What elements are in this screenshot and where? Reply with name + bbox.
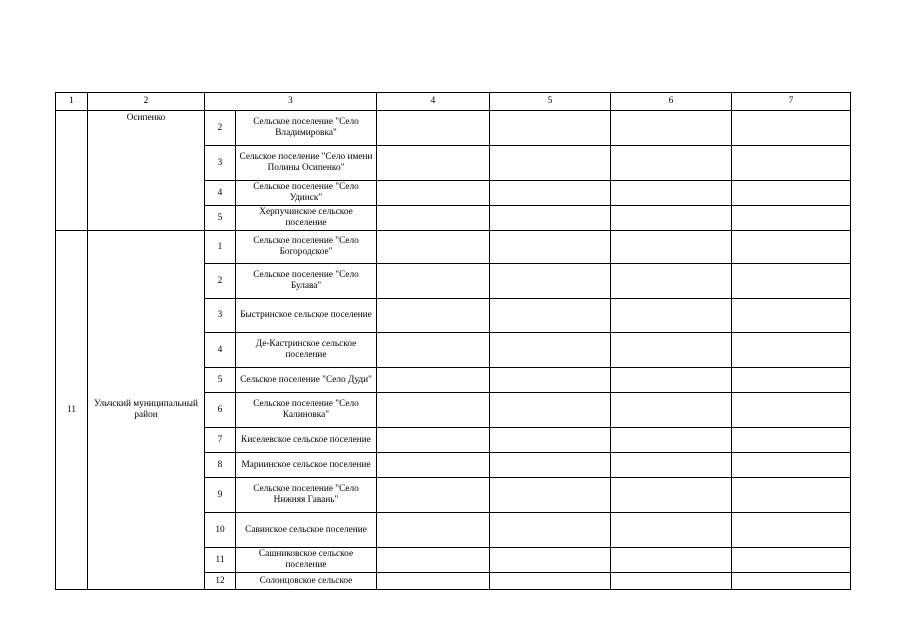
settlement-name-cell: Сашниковское сельское поселение: [236, 548, 377, 573]
table-row: [56, 111, 851, 146]
empty-cell-col-6: [611, 333, 732, 368]
row-number-cell: 3: [205, 146, 236, 181]
row-number-cell: 4: [205, 333, 236, 368]
row-number-cell: 6: [205, 393, 236, 428]
settlement-name-cell: Херпучинское сельское поселение: [236, 206, 377, 231]
empty-cell-col-6: [611, 393, 732, 428]
empty-cell-col-4: [377, 231, 490, 264]
empty-cell-col-4: [377, 478, 490, 513]
empty-cell-col-5: [490, 146, 611, 181]
empty-cell-col-7: [732, 333, 851, 368]
settlement-name-cell: Сельское поселение "Село Калиновка": [236, 393, 377, 428]
empty-cell-col-7: [732, 146, 851, 181]
empty-cell-col-6: [611, 548, 732, 573]
empty-cell-col-5: [490, 206, 611, 231]
empty-cell-col-5: [490, 333, 611, 368]
empty-cell-col-4: [377, 146, 490, 181]
empty-cell-col-4: [377, 573, 490, 590]
group-name-cell: Ульчский муниципальный район: [88, 231, 205, 590]
row-number-cell: 4: [205, 181, 236, 206]
settlement-name-cell: Быстринское сельское поселение: [236, 299, 377, 333]
empty-cell-col-6: [611, 453, 732, 478]
header-col-7: 7: [732, 93, 851, 111]
empty-cell-col-7: [732, 548, 851, 573]
settlement-name-cell: Сельское поселение "Село Владимировка": [236, 111, 377, 146]
row-number-cell: 2: [205, 264, 236, 299]
empty-cell-col-6: [611, 231, 732, 264]
empty-cell-col-4: [377, 264, 490, 299]
empty-cell-col-7: [732, 513, 851, 548]
row-number-cell: 11: [205, 548, 236, 573]
header-row: [56, 93, 851, 111]
empty-cell-col-7: [732, 299, 851, 333]
empty-cell-col-7: [732, 393, 851, 428]
empty-cell-col-5: [490, 428, 611, 453]
row-number-cell: 2: [205, 111, 236, 146]
settlement-name-cell: Солонцовское сельское: [236, 573, 377, 590]
empty-cell-col-7: [732, 453, 851, 478]
empty-cell-col-5: [490, 573, 611, 590]
header-col-6: 6: [611, 93, 732, 111]
empty-cell-col-7: [732, 368, 851, 393]
settlement-name-cell: Киселевское сельское поселение: [236, 428, 377, 453]
empty-cell-col-7: [732, 231, 851, 264]
empty-cell-col-4: [377, 299, 490, 333]
empty-cell-col-5: [490, 368, 611, 393]
empty-cell-col-4: [377, 206, 490, 231]
group-index-cell: [56, 111, 88, 231]
empty-cell-col-4: [377, 393, 490, 428]
row-number-cell: 8: [205, 453, 236, 478]
empty-cell-col-7: [732, 206, 851, 231]
data-table: [55, 92, 851, 590]
empty-cell-col-5: [490, 181, 611, 206]
empty-cell-col-4: [377, 513, 490, 548]
row-number-cell: 7: [205, 428, 236, 453]
empty-cell-col-6: [611, 368, 732, 393]
settlement-name-cell: Сельское поселение "Село Булава": [236, 264, 377, 299]
empty-cell-col-7: [732, 181, 851, 206]
row-number-cell: 12: [205, 573, 236, 590]
empty-cell-col-5: [490, 231, 611, 264]
empty-cell-col-4: [377, 548, 490, 573]
empty-cell-col-6: [611, 146, 732, 181]
empty-cell-col-4: [377, 333, 490, 368]
table-row: [56, 231, 851, 264]
header-col-5: 5: [490, 93, 611, 111]
settlement-name-cell: Савинское сельское поселение: [236, 513, 377, 548]
settlement-name-cell: Сельское поселение "Село Дуди": [236, 368, 377, 393]
settlement-name-cell: Мариинское сельское поселение: [236, 453, 377, 478]
empty-cell-col-7: [732, 428, 851, 453]
empty-cell-col-7: [732, 573, 851, 590]
row-number-cell: 9: [205, 478, 236, 513]
empty-cell-col-6: [611, 573, 732, 590]
empty-cell-col-5: [490, 299, 611, 333]
group-name-cell: Осипенко: [88, 111, 205, 231]
settlement-name-cell: Сельское поселение "Село имени Полины Осипенко": [236, 146, 377, 181]
settlement-name-cell: Де-Кастринское сельское поселение: [236, 333, 377, 368]
empty-cell-col-6: [611, 478, 732, 513]
header-col-1: 1: [56, 93, 88, 111]
settlement-name-cell: Сельское поселение "Село Богородское": [236, 231, 377, 264]
empty-cell-col-5: [490, 548, 611, 573]
row-number-cell: 5: [205, 206, 236, 231]
empty-cell-col-6: [611, 181, 732, 206]
empty-cell-col-5: [490, 264, 611, 299]
empty-cell-col-5: [490, 478, 611, 513]
empty-cell-col-5: [490, 513, 611, 548]
empty-cell-col-6: [611, 299, 732, 333]
row-number-cell: 1: [205, 231, 236, 264]
empty-cell-col-4: [377, 453, 490, 478]
empty-cell-col-4: [377, 111, 490, 146]
header-col-3: 3: [205, 93, 377, 111]
empty-cell-col-4: [377, 181, 490, 206]
group-index-cell: 11: [56, 231, 88, 590]
empty-cell-col-6: [611, 111, 732, 146]
empty-cell-col-6: [611, 264, 732, 299]
empty-cell-col-5: [490, 111, 611, 146]
empty-cell-col-7: [732, 264, 851, 299]
empty-cell-col-6: [611, 206, 732, 231]
empty-cell-col-7: [732, 111, 851, 146]
header-col-4: 4: [377, 93, 490, 111]
row-number-cell: 10: [205, 513, 236, 548]
settlement-name-cell: Сельское поселение "Село Нижняя Гавань": [236, 478, 377, 513]
header-col-2: 2: [88, 93, 205, 111]
empty-cell-col-7: [732, 478, 851, 513]
row-number-cell: 5: [205, 368, 236, 393]
empty-cell-col-5: [490, 453, 611, 478]
empty-cell-col-4: [377, 428, 490, 453]
row-number-cell: 3: [205, 299, 236, 333]
empty-cell-col-5: [490, 393, 611, 428]
empty-cell-col-6: [611, 428, 732, 453]
empty-cell-col-6: [611, 513, 732, 548]
empty-cell-col-4: [377, 368, 490, 393]
settlement-name-cell: Сельское поселение "Село Удинск": [236, 181, 377, 206]
